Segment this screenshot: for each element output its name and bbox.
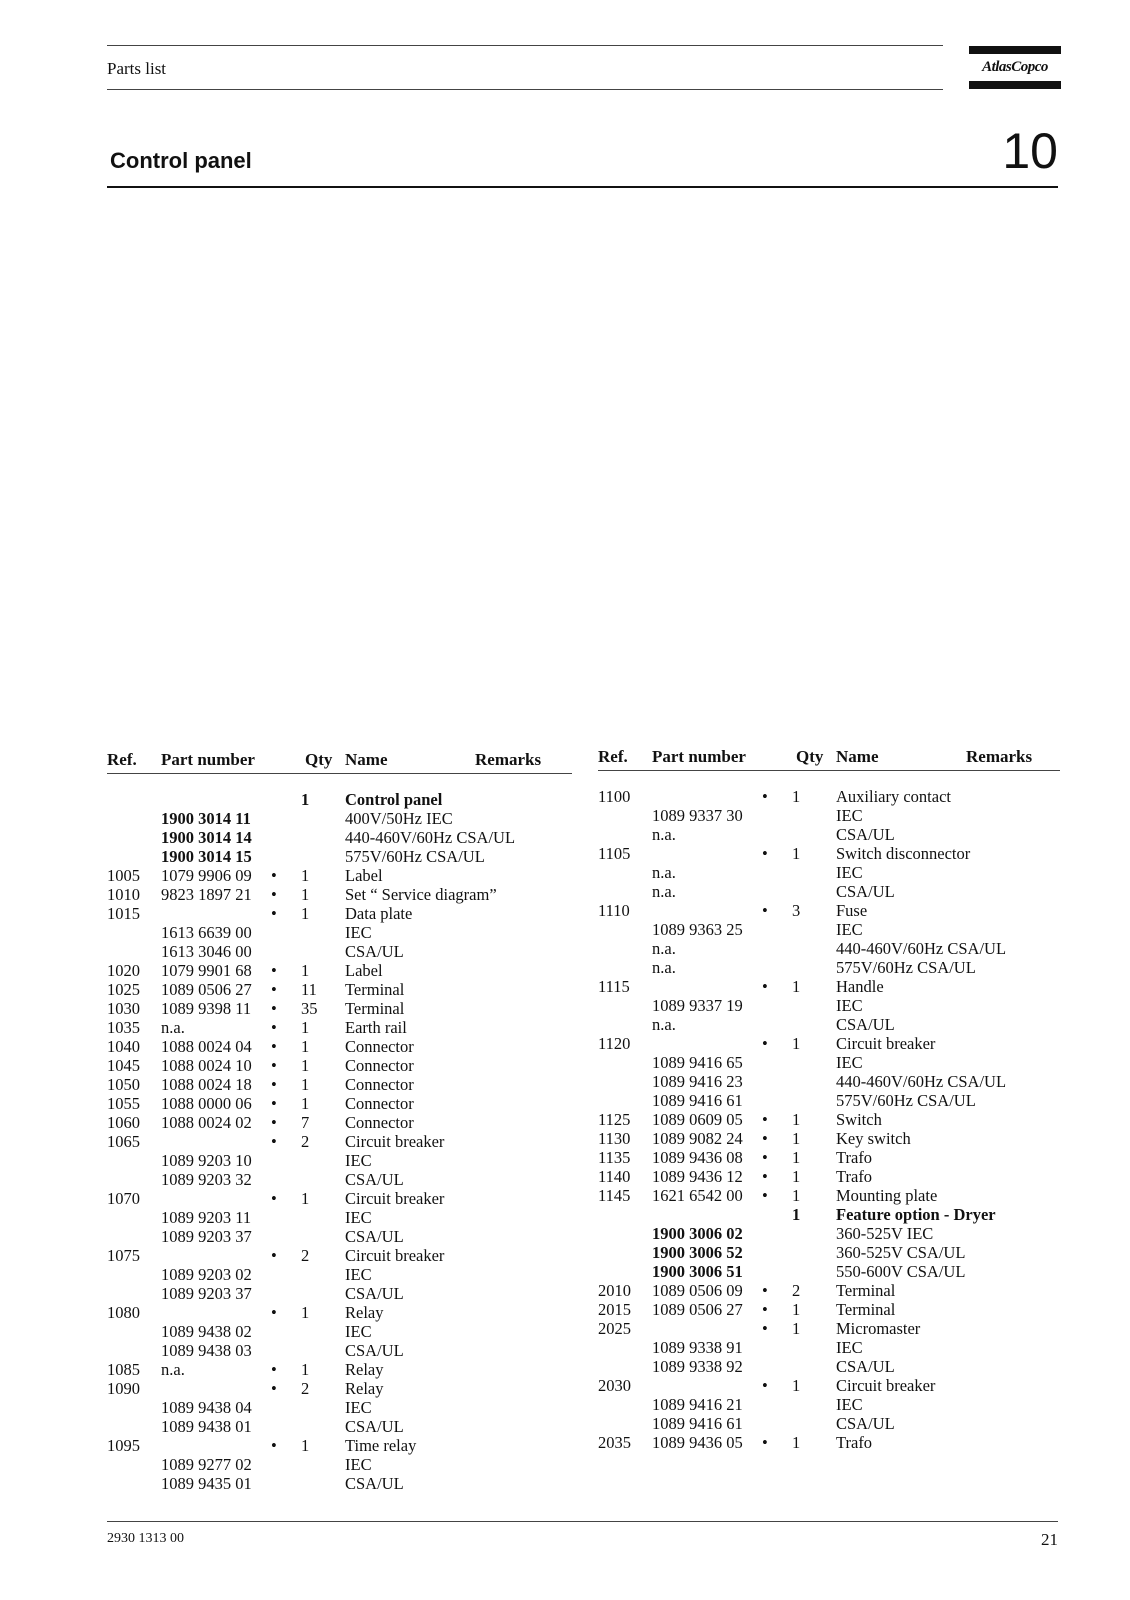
part-number-cell: 1089 9338 91 bbox=[652, 1338, 743, 1357]
name-cell: Connector bbox=[345, 1075, 414, 1094]
qty-cell: 7 bbox=[301, 1113, 310, 1132]
name-cell: IEC bbox=[345, 1398, 372, 1417]
qty-cell: 1 bbox=[301, 1360, 310, 1379]
qty-cell: 3 bbox=[792, 901, 801, 920]
name-cell: IEC bbox=[345, 1322, 372, 1341]
document-number: 2930 1313 00 bbox=[107, 1531, 184, 1546]
ref-cell: 1100 bbox=[598, 787, 631, 806]
bullet-marker: • bbox=[762, 1300, 768, 1319]
part-number-cell: 1089 9416 61 bbox=[652, 1091, 743, 1110]
part-number-cell: 1089 9203 10 bbox=[161, 1151, 252, 1170]
part-number-cell: 1089 9203 37 bbox=[161, 1227, 252, 1246]
bullet-marker: • bbox=[762, 1376, 768, 1395]
name-cell: IEC bbox=[345, 923, 372, 942]
qty-cell: 1 bbox=[792, 787, 801, 806]
bullet-marker: • bbox=[271, 961, 277, 980]
qty-cell: 1 bbox=[792, 1129, 801, 1148]
qty-cell: 1 bbox=[301, 961, 310, 980]
ref-cell: 1125 bbox=[598, 1110, 631, 1129]
name-cell: CSA/UL bbox=[345, 1284, 404, 1303]
part-number-cell: 1089 9416 23 bbox=[652, 1072, 743, 1091]
name-cell: 400V/50Hz IEC bbox=[345, 809, 453, 828]
part-number-cell: 1089 9438 04 bbox=[161, 1398, 252, 1417]
qty-cell: 2 bbox=[301, 1132, 310, 1151]
ref-cell: 1085 bbox=[107, 1360, 140, 1379]
atlas-copco-logo bbox=[969, 46, 1061, 89]
bullet-marker: • bbox=[762, 1281, 768, 1300]
part-number-cell: 1089 9203 11 bbox=[161, 1208, 252, 1227]
part-number-cell: 1089 9438 02 bbox=[161, 1322, 252, 1341]
part-number-cell: 1089 9203 37 bbox=[161, 1284, 252, 1303]
header-remarks: Remarks bbox=[475, 750, 542, 769]
name-cell: Time relay bbox=[345, 1436, 417, 1455]
part-number-cell: 1613 6639 00 bbox=[161, 923, 252, 942]
bullet-marker: • bbox=[762, 1129, 768, 1148]
qty-cell: 1 bbox=[792, 1433, 801, 1452]
name-cell: Control panel bbox=[345, 790, 443, 809]
ref-cell: 1015 bbox=[107, 904, 140, 923]
name-cell: 550-600V CSA/UL bbox=[836, 1262, 966, 1281]
running-title: Parts list bbox=[107, 59, 167, 78]
ref-cell: 1050 bbox=[107, 1075, 140, 1094]
qty-cell: 1 bbox=[301, 866, 310, 885]
part-number-cell: 1079 9901 68 bbox=[161, 961, 252, 980]
header-part-number: Part number bbox=[161, 750, 255, 769]
name-cell: IEC bbox=[836, 1053, 863, 1072]
name-cell: IEC bbox=[836, 1395, 863, 1414]
qty-cell: 35 bbox=[301, 999, 318, 1018]
name-cell: Earth rail bbox=[345, 1018, 407, 1037]
name-cell: IEC bbox=[836, 996, 863, 1015]
header-top-rule bbox=[107, 45, 943, 46]
name-cell: CSA/UL bbox=[836, 1357, 895, 1376]
name-cell: IEC bbox=[345, 1208, 372, 1227]
ref-cell: 1035 bbox=[107, 1018, 140, 1037]
name-cell: CSA/UL bbox=[836, 882, 895, 901]
name-cell: Micromaster bbox=[836, 1319, 921, 1338]
name-cell: Key switch bbox=[836, 1129, 911, 1148]
name-cell: CSA/UL bbox=[345, 942, 404, 961]
bullet-marker: • bbox=[271, 1075, 277, 1094]
name-cell: CSA/UL bbox=[345, 1341, 404, 1360]
qty-cell: 1 bbox=[792, 1110, 801, 1129]
part-number-cell: n.a. bbox=[652, 882, 676, 901]
name-cell: Terminal bbox=[836, 1300, 896, 1319]
part-number-cell: 1089 0506 27 bbox=[161, 980, 252, 999]
ref-cell: 1140 bbox=[598, 1167, 631, 1186]
ref-cell: 1135 bbox=[598, 1148, 631, 1167]
bullet-marker: • bbox=[271, 1360, 277, 1379]
ref-cell: 1105 bbox=[598, 844, 631, 863]
name-cell: Mounting plate bbox=[836, 1186, 938, 1205]
qty-cell: 1 bbox=[792, 977, 801, 996]
ref-cell: 1070 bbox=[107, 1189, 140, 1208]
name-cell: Connector bbox=[345, 1094, 414, 1113]
qty-cell: 1 bbox=[792, 1186, 801, 1205]
part-number-cell: 1088 0024 10 bbox=[161, 1056, 252, 1075]
name-cell: 440-460V/60Hz CSA/UL bbox=[836, 939, 1007, 958]
part-number-cell: n.a. bbox=[161, 1018, 185, 1037]
qty-cell: 1 bbox=[301, 1303, 310, 1322]
ref-cell: 1130 bbox=[598, 1129, 631, 1148]
name-cell: Data plate bbox=[345, 904, 413, 923]
name-cell: 575V/60Hz CSA/UL bbox=[836, 958, 976, 977]
header-ref: Ref. bbox=[598, 747, 628, 766]
part-number-cell: 1900 3014 15 bbox=[161, 847, 252, 866]
name-cell: IEC bbox=[836, 806, 863, 825]
part-number-cell: 1089 9082 24 bbox=[652, 1129, 743, 1148]
ref-cell: 1025 bbox=[107, 980, 140, 999]
qty-cell: 1 bbox=[301, 1189, 310, 1208]
part-number-cell: 1088 0024 04 bbox=[161, 1037, 252, 1056]
name-cell: IEC bbox=[345, 1265, 372, 1284]
name-cell: Trafo bbox=[836, 1433, 873, 1452]
bullet-marker: • bbox=[271, 1303, 277, 1322]
name-cell: Switch bbox=[836, 1110, 882, 1129]
qty-cell: 1 bbox=[792, 1167, 801, 1186]
part-number-cell: 1089 9435 01 bbox=[161, 1474, 252, 1493]
bullet-marker: • bbox=[271, 1113, 277, 1132]
bullet-marker: • bbox=[271, 1132, 277, 1151]
table-header-rule bbox=[598, 770, 1060, 771]
name-cell: CSA/UL bbox=[345, 1170, 404, 1189]
bullet-marker: • bbox=[271, 1037, 277, 1056]
name-cell: Auxiliary contact bbox=[836, 787, 952, 806]
name-cell: 360-525V IEC bbox=[836, 1224, 934, 1243]
part-number-cell: 1089 0506 09 bbox=[652, 1281, 743, 1300]
logo-wordmark: AtlasCopco bbox=[982, 59, 1048, 75]
part-number-cell: 1088 0000 06 bbox=[161, 1094, 252, 1113]
part-number-cell: 1900 3006 52 bbox=[652, 1243, 743, 1262]
part-number-cell: 1089 9363 25 bbox=[652, 920, 743, 939]
ref-cell: 1045 bbox=[107, 1056, 140, 1075]
bullet-marker: • bbox=[762, 1433, 768, 1452]
bullet-marker: • bbox=[271, 885, 277, 904]
bullet-marker: • bbox=[762, 1167, 768, 1186]
part-number-cell: n.a. bbox=[652, 958, 676, 977]
bullet-marker: • bbox=[762, 1148, 768, 1167]
part-number-cell: 1900 3006 51 bbox=[652, 1262, 743, 1281]
bullet-marker: • bbox=[762, 977, 768, 996]
name-cell: Connector bbox=[345, 1113, 414, 1132]
name-cell: IEC bbox=[345, 1455, 372, 1474]
ref-cell: 1010 bbox=[107, 885, 140, 904]
part-number-cell: 1089 9436 05 bbox=[652, 1433, 743, 1452]
part-number-cell: 1089 9416 65 bbox=[652, 1053, 743, 1072]
part-number-cell: 1089 9338 92 bbox=[652, 1357, 743, 1376]
name-cell: IEC bbox=[345, 1151, 372, 1170]
part-number-cell: 1089 9398 11 bbox=[161, 999, 252, 1018]
name-cell: Connector bbox=[345, 1037, 414, 1056]
bullet-marker: • bbox=[762, 1319, 768, 1338]
name-cell: CSA/UL bbox=[345, 1474, 404, 1493]
name-cell: Circuit breaker bbox=[345, 1132, 445, 1151]
part-number-cell: 1089 0506 27 bbox=[652, 1300, 743, 1319]
bullet-marker: • bbox=[271, 1189, 277, 1208]
part-number-cell: 1089 0609 05 bbox=[652, 1110, 743, 1129]
part-number-cell: 1089 9203 02 bbox=[161, 1265, 252, 1284]
name-cell: Label bbox=[345, 866, 383, 885]
ref-cell: 1120 bbox=[598, 1034, 631, 1053]
ref-cell: 1055 bbox=[107, 1094, 140, 1113]
name-cell: Connector bbox=[345, 1056, 414, 1075]
name-cell: IEC bbox=[836, 1338, 863, 1357]
name-cell: 575V/60Hz CSA/UL bbox=[345, 847, 485, 866]
name-cell: Circuit breaker bbox=[836, 1034, 936, 1053]
header-qty: Qty bbox=[305, 750, 333, 769]
chapter-number: 10 bbox=[1002, 123, 1058, 179]
ref-cell: 1110 bbox=[598, 901, 630, 920]
qty-cell: 1 bbox=[301, 1436, 310, 1455]
ref-cell: 1090 bbox=[107, 1379, 140, 1398]
table-header-rule bbox=[107, 773, 572, 774]
bullet-marker: • bbox=[271, 999, 277, 1018]
name-cell: Terminal bbox=[836, 1281, 896, 1300]
name-cell: Set “ Service diagram” bbox=[345, 885, 497, 904]
bullet-marker: • bbox=[271, 1379, 277, 1398]
name-cell: IEC bbox=[836, 863, 863, 882]
name-cell: Circuit breaker bbox=[836, 1376, 936, 1395]
part-number-cell: 1089 9436 08 bbox=[652, 1148, 743, 1167]
ref-cell: 1005 bbox=[107, 866, 140, 885]
header-part-number: Part number bbox=[652, 747, 746, 766]
ref-cell: 2025 bbox=[598, 1319, 631, 1338]
part-number-cell: 1089 9416 61 bbox=[652, 1414, 743, 1433]
part-number-cell: 1089 9438 01 bbox=[161, 1417, 252, 1436]
qty-cell: 1 bbox=[301, 1018, 310, 1037]
part-number-cell: n.a. bbox=[652, 1015, 676, 1034]
part-number-cell: 1088 0024 18 bbox=[161, 1075, 252, 1094]
name-cell: 360-525V CSA/UL bbox=[836, 1243, 966, 1262]
part-number-cell: 1089 9416 21 bbox=[652, 1395, 743, 1414]
part-number-cell: n.a. bbox=[652, 939, 676, 958]
name-cell: Fuse bbox=[836, 901, 868, 920]
page-number: 21 bbox=[1041, 1530, 1058, 1549]
qty-cell: 1 bbox=[301, 1094, 310, 1113]
ref-cell: 1060 bbox=[107, 1113, 140, 1132]
ref-cell: 1040 bbox=[107, 1037, 140, 1056]
header-name: Name bbox=[836, 747, 879, 766]
qty-cell: 1 bbox=[792, 1034, 801, 1053]
name-cell: CSA/UL bbox=[836, 1015, 895, 1034]
name-cell: Switch disconnector bbox=[836, 844, 971, 863]
name-cell: CSA/UL bbox=[345, 1417, 404, 1436]
name-cell: Terminal bbox=[345, 999, 405, 1018]
qty-cell: 11 bbox=[301, 980, 317, 999]
ref-cell: 2035 bbox=[598, 1433, 631, 1452]
name-cell: Terminal bbox=[345, 980, 405, 999]
part-number-cell: 1079 9906 09 bbox=[161, 866, 252, 885]
part-number-cell: n.a. bbox=[652, 825, 676, 844]
name-cell: Trafo bbox=[836, 1148, 873, 1167]
bullet-marker: • bbox=[762, 1110, 768, 1129]
qty-cell: 1 bbox=[792, 1300, 801, 1319]
bullet-marker: • bbox=[762, 901, 768, 920]
name-cell: Label bbox=[345, 961, 383, 980]
bullet-marker: • bbox=[762, 787, 768, 806]
qty-cell: 1 bbox=[301, 1037, 310, 1056]
name-cell: Trafo bbox=[836, 1167, 873, 1186]
bullet-marker: • bbox=[271, 980, 277, 999]
bullet-marker: • bbox=[271, 866, 277, 885]
bullet-marker: • bbox=[271, 1246, 277, 1265]
bullet-marker: • bbox=[271, 904, 277, 923]
ref-cell: 1030 bbox=[107, 999, 140, 1018]
header-qty: Qty bbox=[796, 747, 824, 766]
qty-cell: 1 bbox=[301, 1056, 310, 1075]
footer-rule bbox=[107, 1521, 1058, 1522]
part-number-cell: 1089 9337 30 bbox=[652, 806, 743, 825]
part-number-cell: 9823 1897 21 bbox=[161, 885, 252, 904]
part-number-cell: 1089 9436 12 bbox=[652, 1167, 743, 1186]
name-cell: CSA/UL bbox=[836, 1414, 895, 1433]
part-number-cell: 1088 0024 02 bbox=[161, 1113, 252, 1132]
name-cell: Circuit breaker bbox=[345, 1189, 445, 1208]
part-number-cell: 1900 3014 11 bbox=[161, 809, 251, 828]
qty-cell: 2 bbox=[301, 1379, 310, 1398]
header-bottom-rule bbox=[107, 89, 943, 90]
name-cell: Circuit breaker bbox=[345, 1246, 445, 1265]
part-number-cell: n.a. bbox=[161, 1360, 185, 1379]
ref-cell: 1065 bbox=[107, 1132, 140, 1151]
bullet-marker: • bbox=[762, 1034, 768, 1053]
part-number-cell: n.a. bbox=[652, 863, 676, 882]
ref-cell: 2030 bbox=[598, 1376, 631, 1395]
qty-cell: 1 bbox=[301, 1075, 310, 1094]
qty-cell: 2 bbox=[301, 1246, 310, 1265]
name-cell: CSA/UL bbox=[836, 825, 895, 844]
qty-cell: 1 bbox=[301, 885, 310, 904]
header-remarks: Remarks bbox=[966, 747, 1033, 766]
ref-cell: 2010 bbox=[598, 1281, 631, 1300]
name-cell: 575V/60Hz CSA/UL bbox=[836, 1091, 976, 1110]
ref-cell: 2015 bbox=[598, 1300, 631, 1319]
bullet-marker: • bbox=[271, 1094, 277, 1113]
name-cell: Feature option - Dryer bbox=[836, 1205, 996, 1224]
bullet-marker: • bbox=[271, 1056, 277, 1075]
name-cell: Relay bbox=[345, 1360, 384, 1379]
part-number-cell: 1900 3006 02 bbox=[652, 1224, 743, 1243]
name-cell: IEC bbox=[836, 920, 863, 939]
bullet-marker: • bbox=[271, 1436, 277, 1455]
part-number-cell: 1089 9277 02 bbox=[161, 1455, 252, 1474]
part-number-cell: 1089 9203 32 bbox=[161, 1170, 252, 1189]
ref-cell: 1145 bbox=[598, 1186, 631, 1205]
header-ref: Ref. bbox=[107, 750, 137, 769]
qty-cell: 1 bbox=[301, 790, 310, 809]
name-cell: Relay bbox=[345, 1303, 384, 1322]
header-name: Name bbox=[345, 750, 388, 769]
part-number-cell: 1621 6542 00 bbox=[652, 1186, 743, 1205]
qty-cell: 1 bbox=[792, 1148, 801, 1167]
bullet-marker: • bbox=[271, 1018, 277, 1037]
ref-cell: 1020 bbox=[107, 961, 140, 980]
part-number-cell: 1900 3014 14 bbox=[161, 828, 252, 847]
ref-cell: 1080 bbox=[107, 1303, 140, 1322]
qty-cell: 1 bbox=[792, 844, 801, 863]
name-cell: 440-460V/60Hz CSA/UL bbox=[345, 828, 516, 847]
title-rule bbox=[107, 186, 1058, 188]
part-number-cell: 1089 9337 19 bbox=[652, 996, 743, 1015]
bullet-marker: • bbox=[762, 844, 768, 863]
name-cell: Relay bbox=[345, 1379, 384, 1398]
qty-cell: 2 bbox=[792, 1281, 801, 1300]
name-cell: CSA/UL bbox=[345, 1227, 404, 1246]
qty-cell: 1 bbox=[792, 1319, 801, 1338]
name-cell: 440-460V/60Hz CSA/UL bbox=[836, 1072, 1007, 1091]
ref-cell: 1115 bbox=[598, 977, 630, 996]
ref-cell: 1075 bbox=[107, 1246, 140, 1265]
part-number-cell: 1613 3046 00 bbox=[161, 942, 252, 961]
qty-cell: 1 bbox=[792, 1205, 801, 1224]
qty-cell: 1 bbox=[792, 1376, 801, 1395]
bullet-marker: • bbox=[762, 1186, 768, 1205]
part-number-cell: 1089 9438 03 bbox=[161, 1341, 252, 1360]
qty-cell: 1 bbox=[301, 904, 310, 923]
section-title: Control panel bbox=[110, 148, 252, 173]
name-cell: Handle bbox=[836, 977, 884, 996]
ref-cell: 1095 bbox=[107, 1436, 140, 1455]
